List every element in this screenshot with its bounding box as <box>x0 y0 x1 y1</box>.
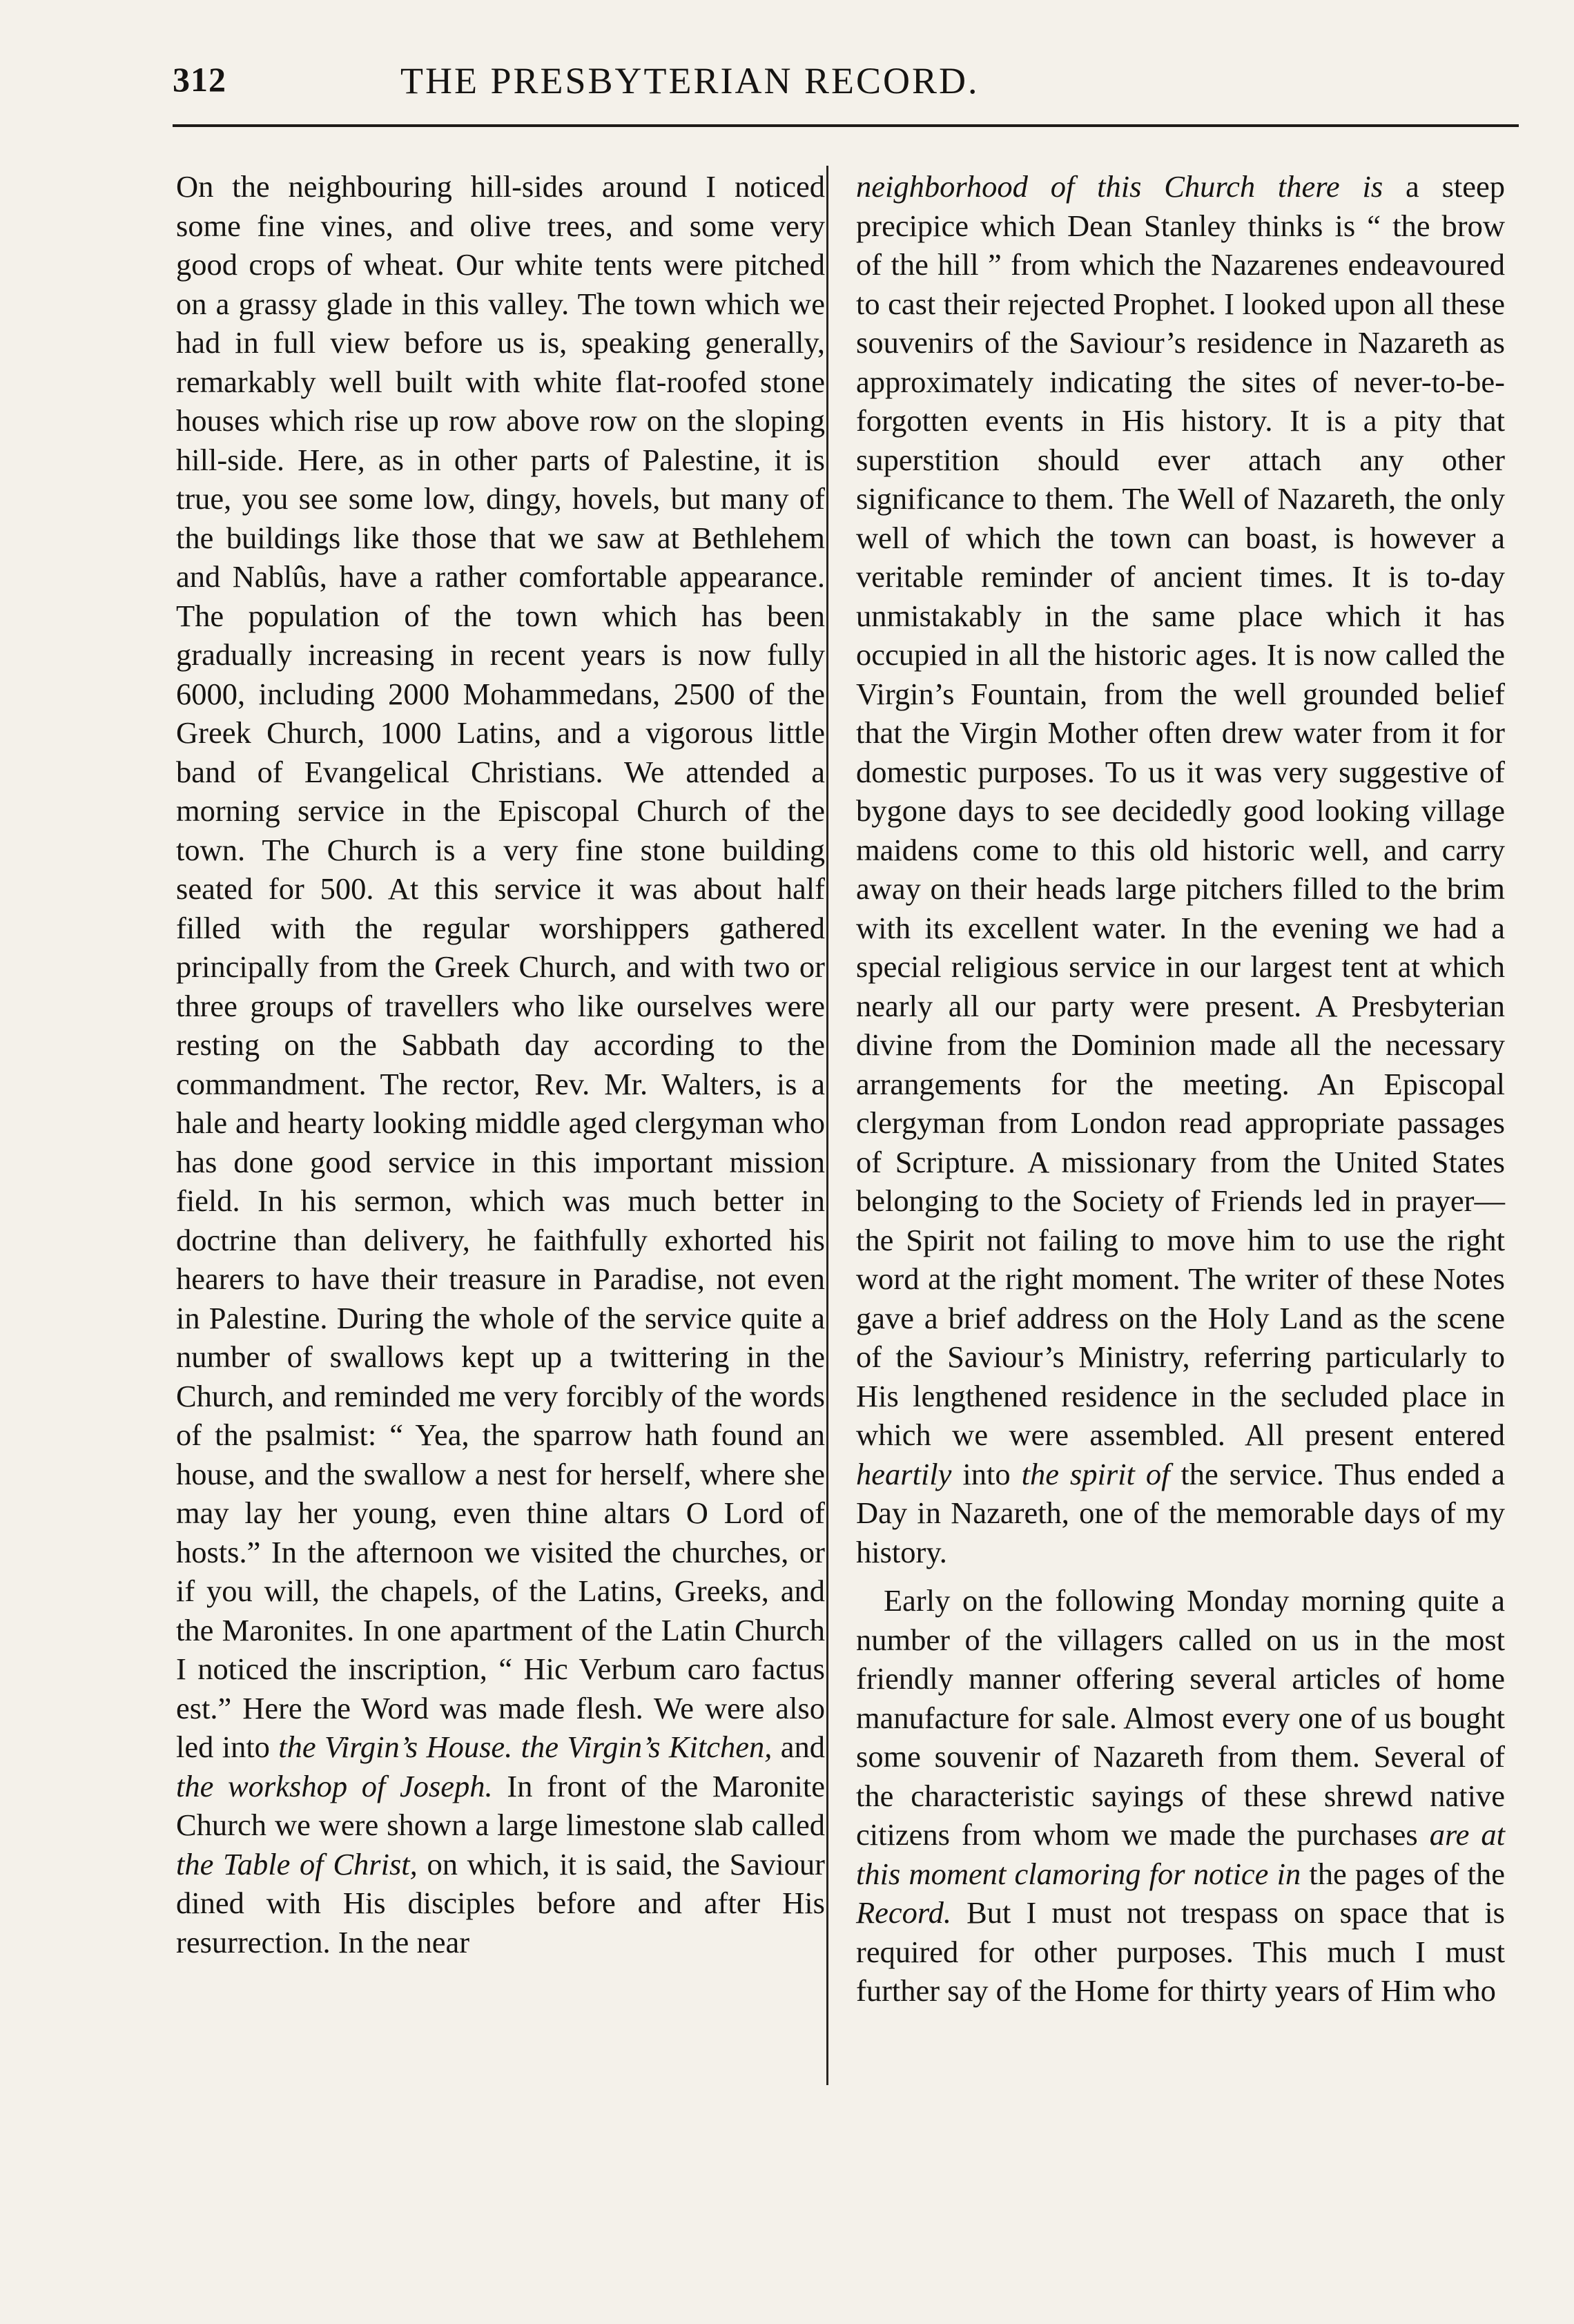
right-italic-heartily: heartily <box>856 1456 952 1491</box>
left-column <box>176 167 825 2169</box>
right-italic-spirit: the spirit of <box>1021 1456 1170 1491</box>
right-text-3: the service. Thus ended a Day in Nazareth, one of the memorable days of my history. <box>856 1456 1505 1569</box>
running-head: THE PRESBYTERIAN RECORD. <box>400 60 980 101</box>
right-paragraph-1 <box>856 167 1505 1571</box>
right-italic-moment: are at this moment clamoring for notice in <box>856 1817 1505 1891</box>
left-italic-workshop: the workshop of Joseph. <box>176 1768 493 1803</box>
right-italic-neighborhood: neighborhood of this Church there is <box>856 169 1383 204</box>
left-text-4: on which, it is said, the Saviour dined with His disciples before and after His resurrection. In the near <box>176 1846 825 1959</box>
right-paragraph-2 <box>856 1581 1505 2011</box>
right-text-4: Early on the following Monday morning quite a number of the villagers called on us in the most friendly manner offering several articles of home manufacture for sale. Almost every one of us bought some souvenir of Nazareth from them. Several of the characteristic sayings of these shrewd native citizens from whom we made the purchases <box>856 1583 1505 1852</box>
right-column <box>856 167 1505 2169</box>
header-rule <box>173 124 1519 127</box>
left-italic-virgins-house: the Virgin’s House. the Virgin’s Kitchen, <box>278 1730 773 1764</box>
left-text-2: and <box>772 1730 825 1764</box>
page-header <box>173 54 1519 109</box>
page-number: 312 <box>173 60 226 99</box>
right-italic-record: Record. <box>856 1895 951 1930</box>
left-text-3: In front of the Maronite Church we were shown a large limestone slab called <box>176 1768 825 1842</box>
right-text-5: the pages of the <box>1301 1856 1505 1891</box>
left-text-1: On the neighbouring hill-sides around I noticed some fine vines, and olive trees, and some very good crops of wheat. Our white tents were pitched on a grassy glade in this valley. The town which we had in full view before us is, speaking generally, remarkably well built with white flat-roofed stone houses which rise up row above row on the sloping hill-side. Here, as in other parts of Palestine, it is true, you see some low, dingy, hovels, but many of the buildings like those that we saw at Bethlehem and Nablûs, have a rather comfortable appearance. The population of the town which has been gradually increasing in recent years is now fully 6000, including 2000 Mohammedans, 2500 of the Greek Church, 1000 Latins, and a vigorous little band of Evangelical Christians. We attended a morning service in the Episcopal Church of the town. The Church is a very fine stone building seated for 500. At this service it was about half filled with the regular worshippers gathered principally from the Greek Church, and with two or three groups of travellers who like ourselves were resting on the Sabbath day according to the commandment. The rector, Rev. Mr. Walters, is a hale and hearty looking middle aged clergyman who has done good service in this important mission field. In his sermon, which was much better in doctrine than delivery, he faithfully exhorted his hearers to have their treasure in Paradise, not even in Palestine. During the whole of the service quite a number of swallows kept up a twittering in the Church, and reminded me very forcibly of the words of the psalmist: “ Yea, the sparrow hath found an house, and the swallow a nest for herself, where she may lay her young, even thine altars O Lord of hosts.” In the afternoon we visited the churches, or if you will, the chapels, of the Latins, Greeks, and the Maronites. In one apartment of the Latin Church I noticed the inscription, “ Hic Verbum caro factus est.” Here the Word was made flesh. We were also led into <box>176 169 825 1764</box>
paragraph-spacer <box>856 1571 1505 1581</box>
right-text-1: a steep precipice which Dean Stanley thinks is “ the brow of the hill ” from which the Nazarenes endeavoured to cast their rejected Prophet. I looked upon all these souvenirs of the Saviour’s residence in Nazareth as approximately indicating the sites of never-to-be-forgotten events in His history. It is a pity that superstition should ever attach any other significance to them. The Well of Nazareth, the only well of which the town can boast, is however a veritable reminder of ancient times. It is to-day unmistakably in the same place which it has occupied in all the historic ages. It is now called the Virgin’s Fountain, from the well grounded belief that the Virgin Mother often drew water from it for domestic purposes. To us it was very suggestive of bygone days to see decidedly good looking village maidens come to this old historic well, and carry away on their heads large pitchers filled to the brim with its excellent water. In the evening we had a special religious service in our largest tent at which nearly all our party were present. A Presbyterian divine from the Dominion made all the necessary arrangements for the meeting. An Episcopal clergyman from London read appropriate passages of Scripture. A missionary from the United States belonging to the Society of Friends led in prayer—the Spirit not failing to move him to use the right word at the right moment. The writer of these Notes gave a brief address on the Holy Land as the scene of the Saviour’s Ministry, referring particularly to His lengthened residence in the secluded place in which we were assembled. All present entered <box>856 169 1506 1452</box>
right-text-2: into <box>951 1456 1022 1491</box>
column-divider <box>826 166 828 2085</box>
right-text-6: But I must not trespass on space that is required for other purposes. This much I must further say of the Home for thirty years of Him who <box>856 1895 1505 2008</box>
left-italic-table-of-christ: the Table of Christ, <box>176 1846 418 1881</box>
left-paragraph <box>176 167 825 1962</box>
